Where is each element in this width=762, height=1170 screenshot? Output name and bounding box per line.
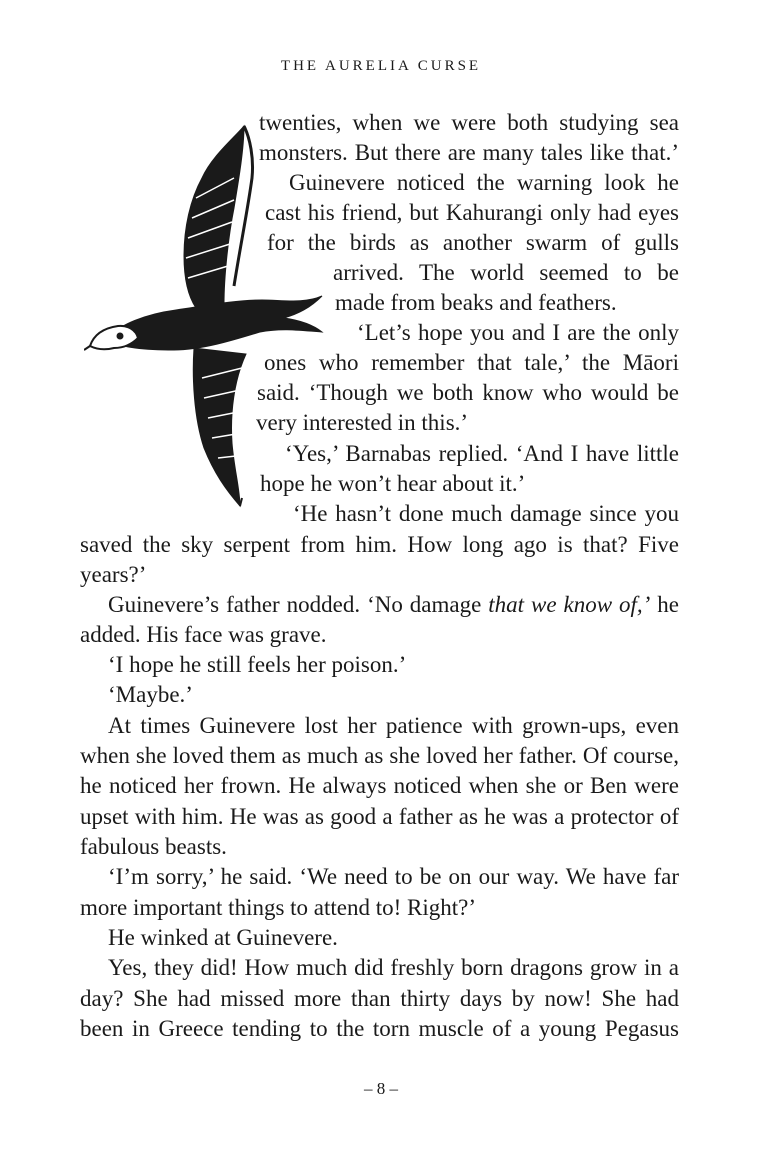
text-line — [108, 590, 679, 620]
text-line: cast his friend, but Kahurangi only had eyes — [265, 200, 679, 225]
text-line: very interested in this.’ — [256, 410, 469, 435]
text-run: he — [650, 592, 679, 617]
text-line: made from beaks and feathers. — [335, 290, 617, 315]
text-line: ‘I hope he still feels her poison.’ — [108, 652, 407, 677]
italic-run: that we know of,’ — [488, 592, 651, 617]
text-line: hope he won’t hear about it.’ — [260, 471, 526, 496]
text-line: arrived. The world seemed to be — [333, 260, 679, 285]
text-line: for the birds as another swarm of gulls — [267, 230, 679, 255]
text-line: ‘I’m sorry,’ he said. ‘We need to be on our way. We have far — [108, 864, 679, 889]
text-line: Guinevere noticed the warning look he — [289, 170, 679, 195]
text-line: saved the sky serpent from him. How long ago is that? Five — [80, 532, 679, 557]
text-line: monsters. But there are many tales like that.’ — [259, 140, 679, 165]
text-line: ‘He hasn’t done much damage since you — [293, 501, 679, 526]
text-line: upset with him. He was as good a father as he was a protector of — [80, 804, 679, 829]
text-line: more important things to attend to! Right?’ — [80, 895, 477, 920]
text-line: At times Guinevere lost her patience with grown-ups, even — [108, 713, 679, 738]
text-line: fabulous beasts. — [80, 834, 227, 859]
text-line: ‘Yes,’ Barnabas replied. ‘And I have little — [285, 441, 679, 466]
text-line: He winked at Guinevere. — [108, 925, 338, 950]
text-line: Yes, they did! How much did freshly born dragons grow in a — [108, 955, 679, 980]
text-line: ones who remember that tale,’ the Māori — [264, 350, 679, 375]
text-line: ‘Let’s hope you and I are the only — [357, 320, 679, 345]
text-line: when she loved them as much as she loved her father. Of course, — [80, 743, 679, 768]
text-line: ‘Maybe.’ — [108, 682, 193, 707]
text-line: been in Greece tending to the torn muscle of a young Pegasus — [80, 1016, 679, 1041]
text-line: added. His face was grave. — [80, 622, 327, 647]
text-run: Guinevere’s father nodded. ‘No damage — [108, 592, 489, 617]
text-line: he noticed her frown. He always noticed when she or Ben were — [80, 773, 679, 798]
text-line: twenties, when we were both studying sea — [259, 110, 679, 135]
text-line: day? She had missed more than thirty days by now! She had — [80, 986, 679, 1011]
running-header: THE AURELIA CURSE — [280, 58, 482, 74]
text-line: said. ‘Though we both know who would be — [257, 380, 679, 405]
page-number: – 8 – — [364, 1079, 398, 1098]
text-line: years?’ — [80, 562, 147, 587]
